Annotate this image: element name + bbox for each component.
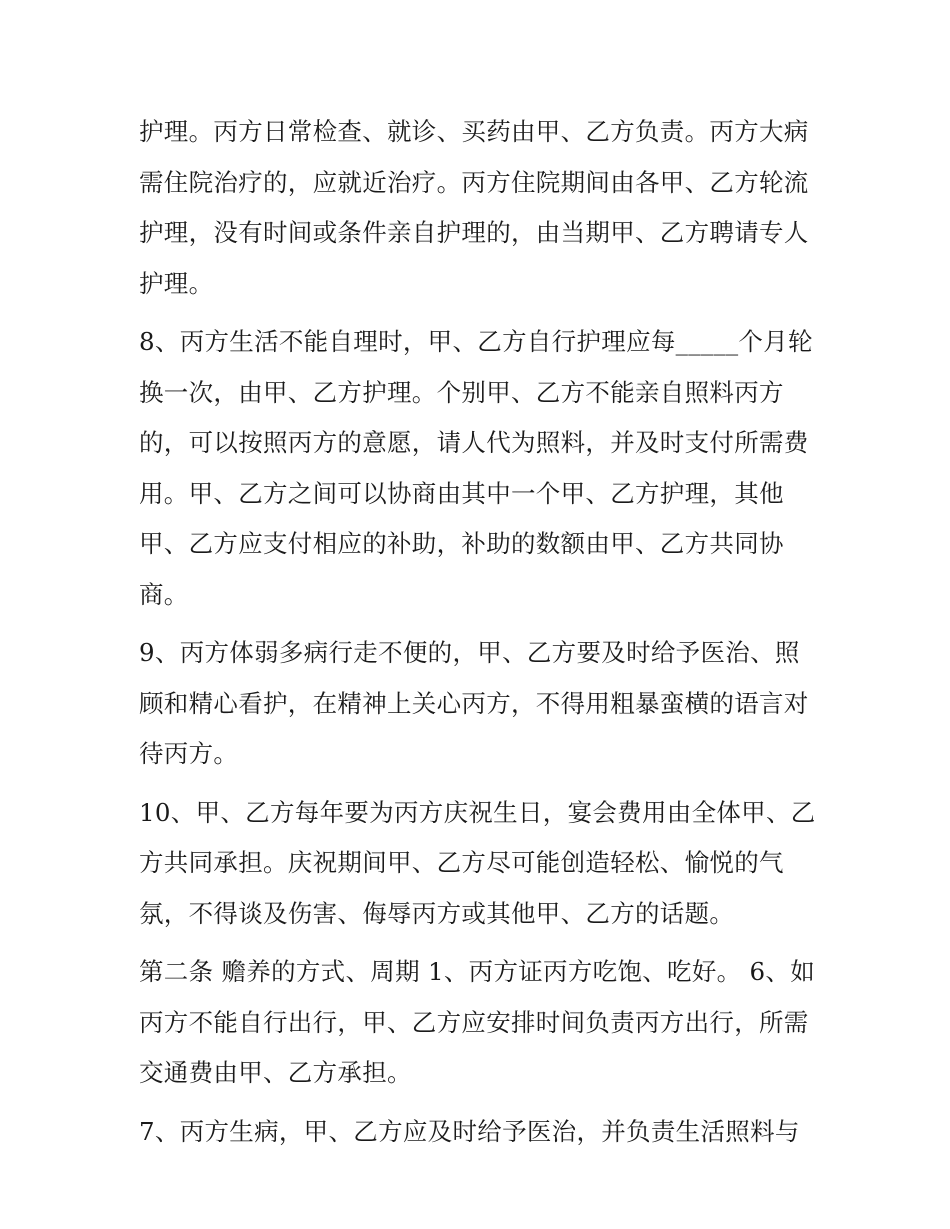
text-line: 丙方不能自行出行，甲、乙方应安排时间负责丙方出行，所需 <box>139 1007 809 1037</box>
text-line: 换一次，由甲、乙方护理。个别甲、乙方不能亲自照料丙方 <box>139 377 784 407</box>
text-line: 待丙方。 <box>139 739 239 768</box>
paragraph-nursing-care <box>139 107 829 309</box>
paragraph-clause-9 <box>139 628 829 780</box>
paragraph-clause-7 <box>139 1107 829 1158</box>
text-line: 用。甲、乙方之间可以协商由其中一个甲、乙方护理，其他 <box>139 478 784 508</box>
text-line: 甲、乙方应支付相应的补助，补助的数额由甲、乙方共同协 <box>139 529 784 558</box>
text-line: 的，可以按照丙方的意愿，请人代为照料，并及时支付所需费 <box>139 428 809 457</box>
text-line: 护理。丙方日常检查、就诊、买药由甲、乙方负责。丙方大病 <box>139 117 809 146</box>
text-line: 氛，不得谈及伤害、侮辱丙方或其他甲、乙方的话题。 <box>139 898 735 928</box>
text-line: 7、丙方生病，甲、乙方应及时给予医治，并负责生活照料与 <box>139 1116 800 1146</box>
text-line: 方共同承担。庆祝期间甲、乙方尽可能创造轻松、愉悦的气 <box>139 848 784 877</box>
text-line: 护理，没有时间或条件亲自护理的，由当期甲、乙方聘请专人 <box>139 218 809 247</box>
text-line: 需住院治疗的，应就近治疗。丙方住院期间由各甲、乙方轮流 <box>139 167 809 197</box>
document-body <box>139 107 829 1165</box>
text-line: 交通费由甲、乙方承担。 <box>139 1058 412 1087</box>
text-line: 10、甲、乙方每年要为丙方庆祝生日，宴会费用由全体甲、乙 <box>139 797 816 827</box>
paragraph-clause-8 <box>139 317 829 620</box>
text-line: 第二条 赡养的方式、周期 1、丙方证丙方吃饱、吃好。 6、如 <box>139 957 816 986</box>
paragraph-clause-10 <box>139 788 829 940</box>
paragraph-article-2 <box>139 947 829 1099</box>
text-line: 顾和精心看护，在精神上关心丙方，不得用粗暴蛮横的语言对 <box>139 688 809 718</box>
text-line: 护理。 <box>139 268 214 298</box>
text-line: 9、丙方体弱多病行走不便的，甲、乙方要及时给予医治、照 <box>139 638 800 667</box>
text-line: 商。 <box>139 579 189 609</box>
text-line: 8、丙方生活不能自理时，甲、乙方自行护理应每_____个月轮 <box>139 327 813 356</box>
